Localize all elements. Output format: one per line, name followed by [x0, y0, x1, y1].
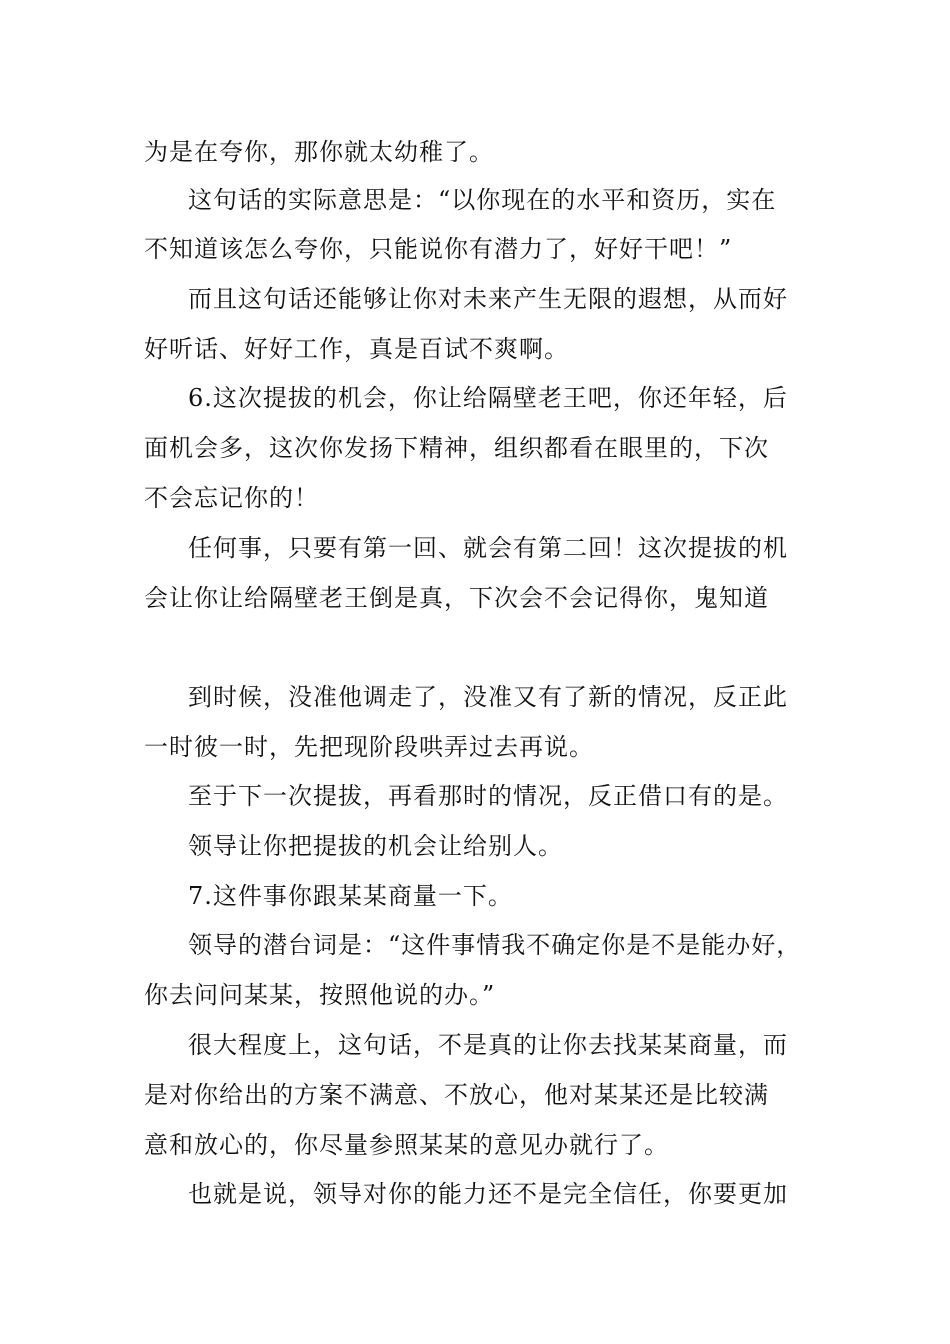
- text-line: 到时候，没准他调走了，没准又有了新的情况，反正此: [188, 683, 788, 711]
- text-line: 为是在夸你，那你就太幼稚了。: [144, 138, 494, 166]
- text-line: 领导让你把提拔的机会让给别人。: [188, 832, 563, 860]
- text-line: 领导的潜台词是：“这件事情我不确定你是不是能办好，: [188, 931, 802, 959]
- text-line: 很大程度上，这句话，不是真的让你去找某某商量，而: [188, 1031, 788, 1059]
- text-line: 7.这件事你跟某某商量一下。: [188, 882, 513, 910]
- text-line: 不知道该怎么夸你，只能说你有潜力了，好好干吧！”: [144, 235, 733, 263]
- text-line: 好听话、好好工作，真是百试不爽啊。: [144, 335, 569, 363]
- text-line: 6.这次提拔的机会，你让给隔壁老王吧，你还年轻，后: [188, 384, 788, 412]
- text-line: 不会忘记你的！: [144, 484, 319, 512]
- text-line: 会让你让给隔壁老王倒是真，下次会不会记得你，鬼知道: [144, 584, 769, 612]
- text-line: 意和放心的，你尽量参照某某的意见办就行了。: [144, 1131, 669, 1159]
- text-line: 面机会多，这次你发扬下精神，组织都看在眼里的，下次: [144, 434, 769, 462]
- text-line: 任何事，只要有第一回、就会有第二回！这次提拔的机: [188, 534, 788, 562]
- text-line: 这句话的实际意思是：“以你现在的水平和资历，实在: [188, 186, 777, 214]
- text-line: 至于下一次提拔，再看那时的情况，反正借口有的是。: [188, 782, 788, 810]
- text-line: 是对你给出的方案不满意、不放心，他对某某还是比较满: [144, 1081, 769, 1109]
- text-line: 一时彼一时，先把现阶段哄弄过去再说。: [144, 733, 594, 761]
- text-line: 也就是说，领导对你的能力还不是完全信任，你要更加: [188, 1180, 788, 1208]
- text-line: 你去问问某某，按照他说的办。”: [144, 981, 496, 1009]
- text-line: 而且这句话还能够让你对未来产生无限的遐想，从而好: [188, 285, 788, 313]
